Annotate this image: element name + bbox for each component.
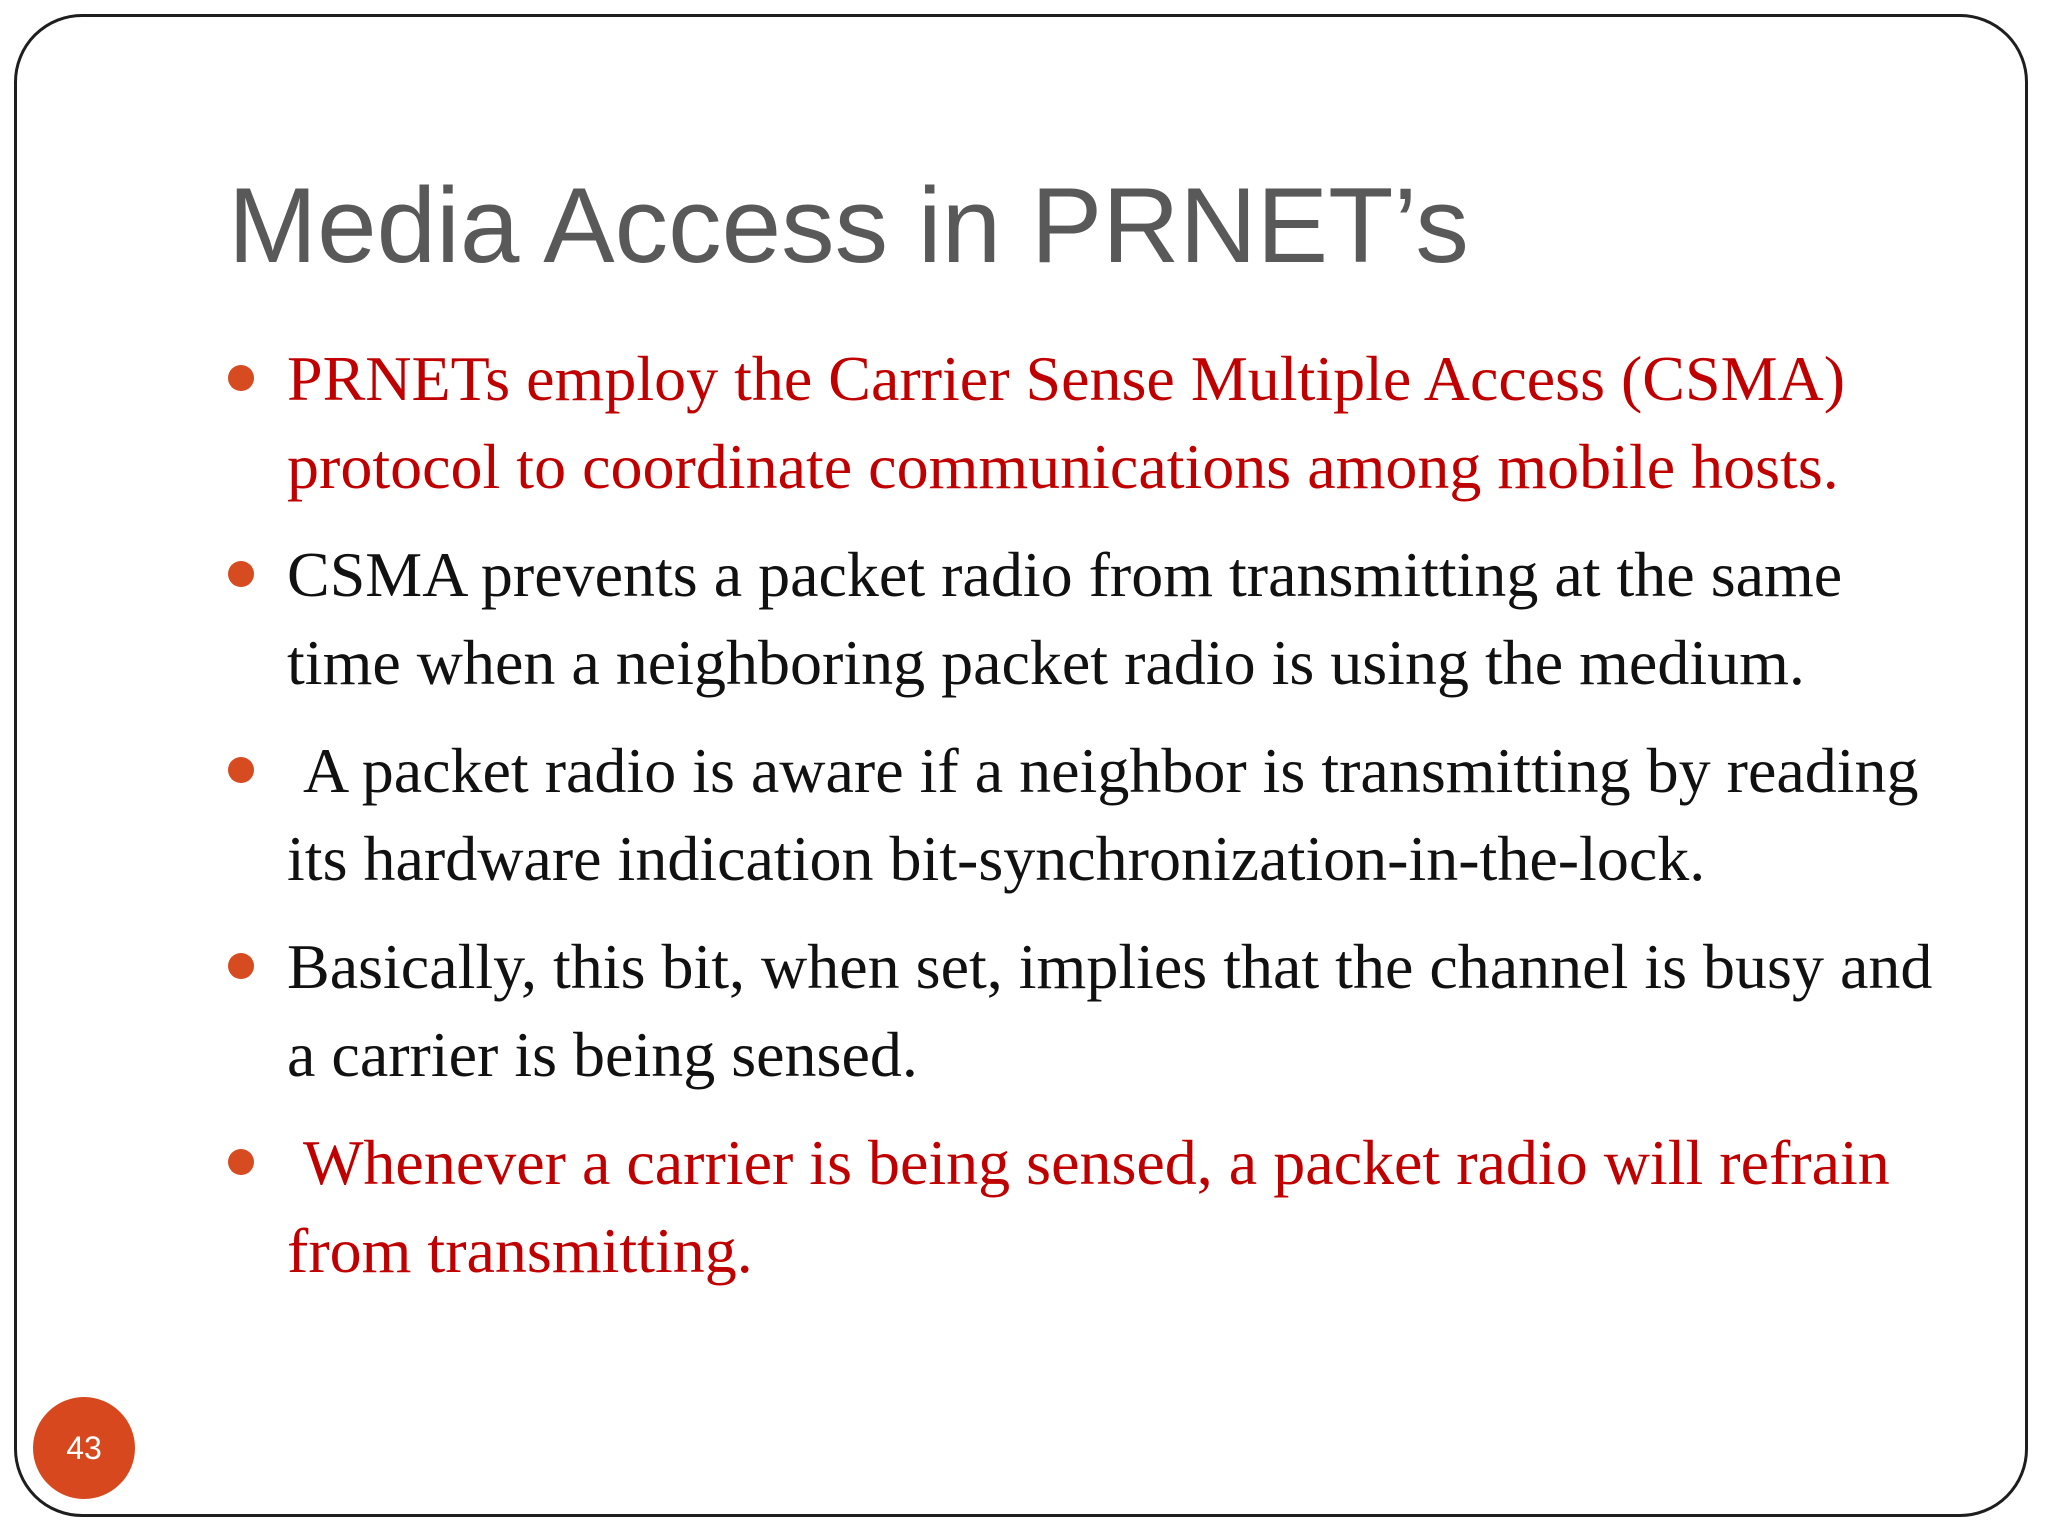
bullet-item-csma-protocol bbox=[228, 335, 1948, 511]
bullet-list bbox=[228, 335, 1948, 1315]
bullet-text: Whenever a carrier is being sensed, a packet radio will refrain from transmitting. bbox=[287, 1127, 1906, 1286]
bullet-item-refrain-transmitting bbox=[228, 1119, 1948, 1295]
slide-title: Media Access in PRNET’s bbox=[228, 165, 1469, 285]
bullet-text: PRNETs employ the Carrier Sense Multiple Access (CSMA) protocol to coordinate communications among mobile hosts. bbox=[287, 343, 1845, 502]
bullet-dot-icon bbox=[228, 757, 254, 783]
bullet-dot-icon bbox=[228, 561, 254, 587]
bullet-dot-icon bbox=[228, 365, 254, 391]
bullet-item-hardware-indication bbox=[228, 727, 1948, 903]
slide-number-badge bbox=[33, 1397, 135, 1499]
bullet-item-csma-prevents bbox=[228, 531, 1948, 707]
bullet-text: Basically, this bit, when set, implies that the channel is busy and a carrier is being sensed. bbox=[287, 931, 1933, 1090]
bullet-item-channel-busy bbox=[228, 923, 1948, 1099]
bullet-text: A packet radio is aware if a neighbor is transmitting by reading its hardware indication bit-synchronization-in-the-lock. bbox=[287, 735, 1935, 894]
bullet-dot-icon bbox=[228, 953, 254, 979]
slide-number: 43 bbox=[66, 1429, 102, 1466]
bullet-text: CSMA prevents a packet radio from transmitting at the same time when a neighboring packet radio is using the medium. bbox=[287, 539, 1843, 698]
bullet-dot-icon bbox=[228, 1149, 254, 1175]
